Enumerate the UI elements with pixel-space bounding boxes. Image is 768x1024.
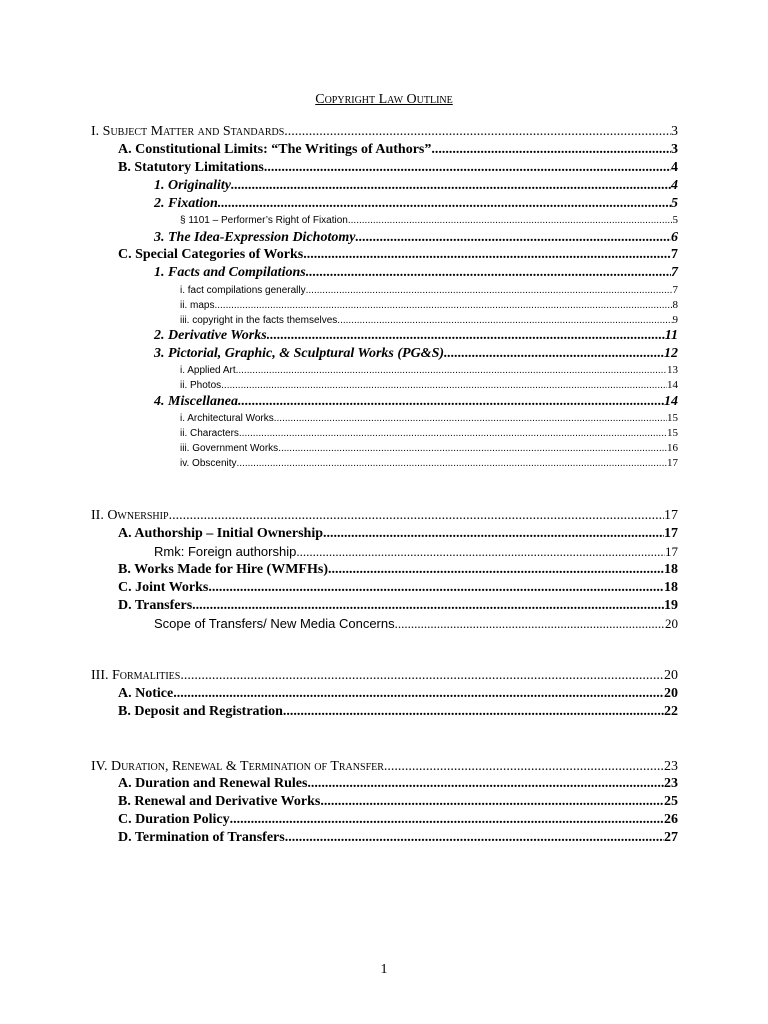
toc-entry[interactable]: [118, 598, 678, 614]
toc-entry-label: 1. Originality: [154, 178, 232, 193]
toc-entry-label: Scope of Transfers/ New Media Concerns: [154, 616, 395, 631]
toc-entry-page: 15: [667, 427, 678, 439]
toc-entry[interactable]: [154, 328, 678, 344]
toc-entry[interactable]: [118, 142, 678, 158]
toc-entry-page: 6: [671, 230, 678, 245]
dot-leader: [236, 365, 667, 376]
toc-entry-page: 25: [664, 794, 678, 809]
toc-entry-label: ii. maps: [180, 300, 215, 311]
toc-entry[interactable]: [180, 457, 678, 469]
dot-leader: [431, 142, 671, 158]
toc-entry[interactable]: [91, 759, 678, 775]
toc-entry-page: 20: [664, 668, 678, 683]
dot-leader: [238, 394, 664, 410]
dot-leader: [296, 544, 665, 560]
dot-leader: [303, 247, 671, 263]
toc-entry[interactable]: [154, 616, 678, 632]
toc-entry-page: 7: [672, 284, 678, 296]
toc-entry-label: A. Notice: [118, 686, 174, 701]
toc-entry[interactable]: [118, 776, 678, 792]
toc-entry-page: 23: [664, 776, 678, 791]
dot-leader: [283, 704, 664, 720]
toc-entry-page: 11: [664, 328, 678, 343]
toc-entry-page: 14: [664, 394, 678, 409]
dot-leader: [264, 160, 671, 176]
document-title: Copyright Law Outline: [315, 92, 453, 107]
toc-entry-label: 1. Facts and Compilations: [154, 265, 306, 280]
toc-entry[interactable]: [118, 562, 678, 578]
dot-leader: [173, 686, 664, 702]
toc-entry-label: II. Ownership: [91, 508, 169, 523]
toc-entry-page: 7: [671, 265, 678, 280]
dot-leader: [320, 794, 664, 810]
toc-entry-page: 17: [664, 526, 678, 541]
toc-entry[interactable]: [118, 580, 678, 596]
toc-entry[interactable]: [154, 346, 678, 362]
toc-entry-page: 16: [667, 442, 678, 454]
toc-entry[interactable]: [180, 379, 678, 391]
toc-entry-page: 5: [672, 214, 678, 226]
toc-entry-label: B. Deposit and Registration: [118, 704, 283, 719]
toc-entry-label: 2. Fixation: [154, 196, 218, 211]
toc-entry[interactable]: [154, 196, 678, 212]
toc-entry[interactable]: [118, 704, 678, 720]
toc-entry-label: C. Joint Works: [118, 580, 209, 595]
toc-entry-label: iii. Government Works: [180, 443, 279, 454]
toc-entry-label: A. Duration and Renewal Rules: [118, 776, 308, 791]
toc-entry[interactable]: [118, 526, 678, 542]
dot-leader: [218, 196, 671, 212]
toc-entry-label: i. Architectural Works: [180, 413, 274, 424]
toc-entry-label: iii. copyright in the facts themselves: [180, 315, 338, 326]
toc-entry-page: 8: [672, 299, 678, 311]
dot-leader: [444, 346, 664, 362]
toc-entry-label: i. Applied Art: [180, 365, 236, 376]
dot-leader: [239, 428, 667, 439]
dot-leader: [306, 265, 671, 281]
toc-entry[interactable]: [118, 247, 678, 263]
toc-entry-page: 20: [665, 616, 678, 631]
toc-entry-page: 5: [671, 196, 678, 211]
toc-entry[interactable]: [180, 284, 678, 296]
toc-entry[interactable]: [180, 364, 678, 376]
toc-entry-page: 15: [667, 412, 678, 424]
toc-entry-label: Rmk: Foreign authorship: [154, 544, 297, 559]
toc-entry[interactable]: [91, 508, 678, 524]
toc-entry-page: 19: [664, 598, 678, 613]
toc-entry-page: 12: [664, 346, 678, 361]
toc-entry-page: 3: [671, 124, 678, 139]
dot-leader: [231, 178, 671, 194]
dot-leader: [328, 562, 664, 578]
toc-entry-page: 17: [665, 544, 678, 559]
toc-entry-label: B. Renewal and Derivative Works: [118, 794, 321, 809]
toc-entry-label: § 1101 – Performer’s Right of Fixation: [180, 215, 348, 226]
toc-entry[interactable]: [180, 412, 678, 424]
toc-entry[interactable]: [154, 394, 678, 410]
toc-entry-label: 3. Pictorial, Graphic, & Sculptural Works (PG&S): [154, 346, 445, 361]
dot-leader: [237, 458, 668, 469]
toc-entry-page: 14: [667, 379, 678, 391]
toc-entry-page: 9: [672, 314, 678, 326]
dot-leader: [169, 508, 664, 524]
toc-entry-label: D. Termination of Transfers: [118, 830, 285, 845]
toc-entry-page: 18: [664, 562, 678, 577]
toc-entry[interactable]: [118, 830, 678, 846]
toc-entry-label: 3. The Idea-Expression Dichotomy: [154, 230, 356, 245]
toc-entry-page: 17: [664, 508, 678, 523]
dot-leader: [323, 526, 664, 542]
toc-entry-page: 13: [667, 364, 678, 376]
toc-entry[interactable]: [180, 299, 678, 311]
page-number: 1: [380, 962, 388, 977]
toc-entry[interactable]: [180, 314, 678, 326]
dot-leader: [307, 776, 664, 792]
dot-leader: [180, 668, 664, 684]
dot-leader: [214, 300, 672, 311]
toc-entry-page: 22: [664, 704, 678, 719]
dot-leader: [285, 830, 664, 846]
dot-leader: [267, 328, 665, 344]
toc-entry-page: 26: [664, 812, 678, 827]
toc-entry[interactable]: [118, 794, 678, 810]
toc-entry-page: 17: [667, 457, 678, 469]
toc-entry-label: III. Formalities: [91, 668, 181, 683]
toc-entry-label: D. Transfers: [118, 598, 193, 613]
toc-entry-label: iv. Obscenity: [180, 458, 237, 469]
toc-entry-label: IV. Duration, Renewal & Termination of Transfer: [91, 759, 384, 774]
dot-leader: [306, 285, 673, 296]
toc-entry-label: B. Works Made for Hire (WMFHs): [118, 562, 328, 577]
dot-leader: [384, 759, 664, 775]
toc-entry[interactable]: [91, 668, 678, 684]
dot-leader: [348, 215, 673, 226]
dot-leader: [192, 598, 664, 614]
dot-leader: [355, 230, 671, 246]
toc-entry[interactable]: [154, 230, 678, 246]
dot-leader: [337, 315, 672, 326]
toc-entry-label: C. Special Categories of Works: [118, 247, 304, 262]
toc-entry-page: 4: [671, 178, 678, 193]
toc-entry[interactable]: [118, 686, 678, 702]
dot-leader: [208, 580, 664, 596]
toc-entry-label: 4. Miscellanea: [154, 394, 238, 409]
toc-entry-label: C. Duration Policy: [118, 812, 230, 827]
dot-leader: [230, 812, 664, 828]
toc-entry-page: 18: [664, 580, 678, 595]
toc-entry-page: 4: [671, 160, 678, 175]
dot-leader: [274, 413, 667, 424]
toc-entry[interactable]: [118, 160, 678, 176]
toc-entry[interactable]: [180, 442, 678, 454]
toc-entry-page: 3: [671, 142, 678, 157]
dot-leader: [395, 616, 665, 632]
toc-entry-label: i. fact compilations generally: [180, 285, 306, 296]
dot-leader: [278, 443, 667, 454]
toc-entry-page: 23: [664, 759, 678, 774]
toc-entry[interactable]: [180, 427, 678, 439]
toc-entry[interactable]: [154, 265, 678, 281]
toc-entry-page: 7: [671, 247, 678, 262]
dot-leader: [284, 124, 671, 140]
toc-entry-label: A. Authorship – Initial Ownership: [118, 526, 323, 541]
toc-entry[interactable]: [154, 178, 678, 194]
toc-entry[interactable]: [91, 124, 678, 140]
toc-entry-page: 27: [664, 830, 678, 845]
toc-entry-page: 20: [664, 686, 678, 701]
toc-entry-label: 2. Derivative Works: [154, 328, 267, 343]
dot-leader: [221, 380, 667, 391]
toc-entry[interactable]: [118, 812, 678, 828]
toc-entry-label: ii. Photos: [180, 380, 222, 391]
toc-entry-label: ii. Characters: [180, 428, 239, 439]
toc-entry-label: I. Subject Matter and Standards: [91, 124, 285, 139]
toc-entry[interactable]: [154, 544, 678, 560]
toc-entry-label: A. Constitutional Limits: “The Writings of Authors”: [118, 142, 432, 157]
toc-entry-label: B. Statutory Limitations: [118, 160, 264, 175]
toc-entry[interactable]: [180, 214, 678, 226]
